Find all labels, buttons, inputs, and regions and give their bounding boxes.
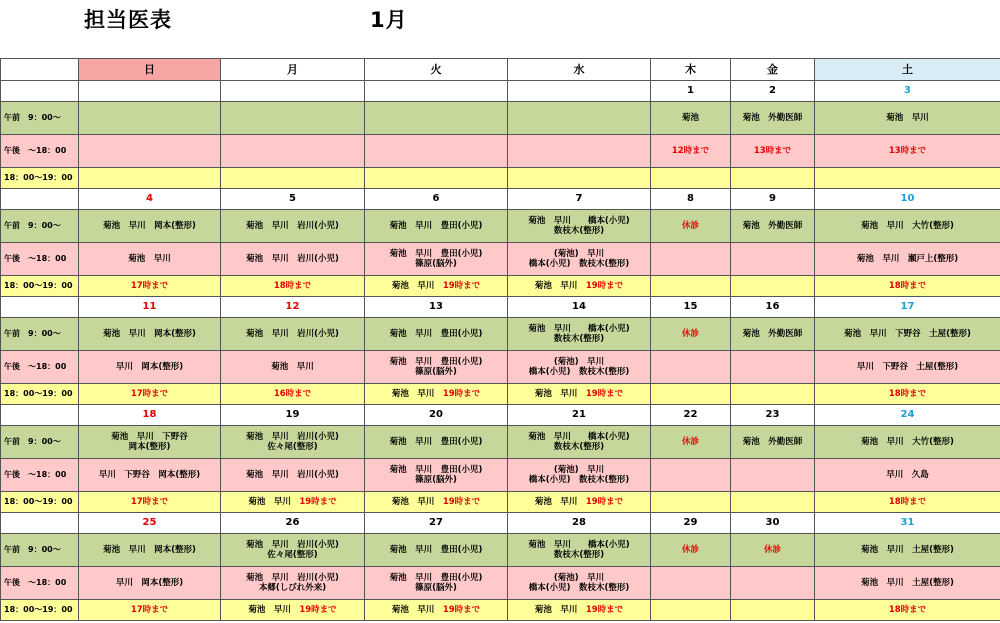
cell-ev-sun: 17時まで — [79, 492, 221, 513]
cell-pm-fri — [731, 243, 815, 276]
cell-ev-thu — [651, 276, 731, 297]
cell-pm-wed: (菊池) 早川 橋本(小児) 数枝木(整形) — [508, 351, 651, 384]
slot-label: 午後 ～18：00 — [1, 351, 79, 384]
cell-ev-wed — [508, 276, 651, 297]
cell-pm-thu — [651, 459, 731, 492]
cell-date-fri: 9 — [731, 189, 815, 210]
cell-pm-mon — [221, 135, 365, 168]
cell-pm-thu — [651, 351, 731, 384]
cell-pm-wed — [508, 135, 651, 168]
closing-time-text: 19時まで — [299, 497, 337, 507]
cell-am-sat: 菊池 早川 大竹(整形) — [815, 426, 1000, 459]
cell-pm-tue: 菊池 早川 豊田(小児) 篠原(脳外) — [365, 567, 508, 600]
cell-ev-sun: 17時まで — [79, 276, 221, 297]
cell-pm-mon: 菊池 早川 岩川(小児) — [221, 243, 365, 276]
cell-am-mon: 菊池 早川 岩川(小児) 佐々尾(整形) — [221, 534, 365, 567]
doctors-text: 菊池 早川 — [534, 497, 586, 507]
week-1-date-row — [1, 81, 1000, 102]
doctors-text: 菊池 早川 — [534, 605, 586, 615]
cell-am-sun: 菊池 早川 岡本(整形) — [79, 534, 221, 567]
cell-am-tue: 菊池 早川 豊田(小児) — [365, 318, 508, 351]
week-1-ev-row — [1, 168, 1000, 189]
cell-pm-wed: (菊池) 早川 橋本(小児) 数枝木(整形) — [508, 459, 651, 492]
cell-am-tue: 菊池 早川 豊田(小児) — [365, 426, 508, 459]
slot-label: 午後 ～18：00 — [1, 567, 79, 600]
cell-date-mon: 19 — [221, 405, 365, 426]
cell-am-fri: 菊池 外勤医師 — [731, 102, 815, 135]
cell-am-tue: 菊池 早川 豊田(小児) — [365, 534, 508, 567]
week-3-ev-row — [1, 384, 1000, 405]
cell-am-wed: 菊池 早川 橋本(小児) 数枝木(整形) — [508, 318, 651, 351]
cell-ev-tue — [365, 600, 508, 621]
cell-ev-thu — [651, 600, 731, 621]
closing-time-text: 19時まで — [299, 605, 337, 615]
cell-date-sun: 11 — [79, 297, 221, 318]
cell-am-fri: 菊池 外勤医師 — [731, 210, 815, 243]
cell-ev-fri — [731, 492, 815, 513]
cell-date-sun: 18 — [79, 405, 221, 426]
week-5-ev-row — [1, 600, 1000, 621]
slot-label: 18：00～19：00 — [1, 600, 79, 621]
cell-pm-fri — [731, 351, 815, 384]
cell-ev-thu — [651, 384, 731, 405]
closing-time-text: 19時まで — [442, 389, 481, 399]
cell-ev-fri — [731, 276, 815, 297]
week-1-am-row — [1, 102, 1000, 135]
cell-date-mon: 12 — [221, 297, 365, 318]
cell-pm-sat: 早川 久島 — [815, 459, 1000, 492]
header-corner — [1, 59, 79, 81]
cell-am-sun — [79, 102, 221, 135]
week-2-am-row — [1, 210, 1000, 243]
cell-am-sun: 菊池 早川 岡本(整形) — [79, 318, 221, 351]
cell-pm-mon: 菊池 早川 岩川(小児) — [221, 459, 365, 492]
doctors-text: 菊池 早川 — [391, 281, 443, 291]
header-wednesday: 水 — [508, 59, 651, 81]
week-2-ev-row — [1, 276, 1000, 297]
slot-label: 午前 9：00～ — [1, 210, 79, 243]
cell-ev-tue — [365, 168, 508, 189]
cell-ev-sat — [815, 168, 1000, 189]
cell-date-wed: 7 — [508, 189, 651, 210]
cell-am-tue: 菊池 早川 豊田(小児) — [365, 210, 508, 243]
doctors-text: 菊池 早川 — [248, 497, 300, 507]
cell-pm-fri: 13時まで — [731, 135, 815, 168]
cell-am-mon: 菊池 早川 岩川(小児) 佐々尾(整形) — [221, 426, 365, 459]
doctors-text: 菊池 早川 — [391, 605, 443, 615]
cell-date-sun: 4 — [79, 189, 221, 210]
closing-time-text: 19時まで — [585, 389, 624, 399]
cell-ev-wed — [508, 384, 651, 405]
cell-am-sun: 菊池 早川 岡本(整形) — [79, 210, 221, 243]
cell-am-wed — [508, 102, 651, 135]
cell-pm-fri — [731, 459, 815, 492]
schedule-table — [0, 58, 1000, 621]
cell-date-tue: 20 — [365, 405, 508, 426]
week-1-pm-row — [1, 135, 1000, 168]
cell-pm-sun: 早川 岡本(整形) — [79, 567, 221, 600]
cell-ev-mon — [221, 168, 365, 189]
cell-am-wed: 菊池 早川 橋本(小児) 数枝木(整形) — [508, 426, 651, 459]
cell-ev-mon: 18時まで — [221, 276, 365, 297]
header-saturday: 土 — [815, 59, 1000, 81]
page-title: 担当医表 — [84, 8, 172, 32]
cell-date-fri: 23 — [731, 405, 815, 426]
week-2-pm-row — [1, 243, 1000, 276]
slot-label: 午前 9：00～ — [1, 534, 79, 567]
cell-pm-sun: 早川 下野谷 岡本(整形) — [79, 459, 221, 492]
weekday-header-row — [1, 59, 1000, 81]
doctors-text: 菊池 早川 — [534, 389, 586, 399]
slot-label: 午後 ～18：00 — [1, 135, 79, 168]
cell-pm-sun — [79, 135, 221, 168]
cell-date-sat: 3 — [815, 81, 1000, 102]
slot-label-empty — [1, 297, 79, 318]
cell-am-sat: 菊池 早川 土屋(整形) — [815, 534, 1000, 567]
slot-label: 18：00～19：00 — [1, 168, 79, 189]
slot-label: 午前 9：00～ — [1, 318, 79, 351]
cell-date-wed: 28 — [508, 513, 651, 534]
cell-pm-tue: 菊池 早川 豊田(小児) 篠原(脳外) — [365, 459, 508, 492]
cell-am-sat: 菊池 早川 大竹(整形) — [815, 210, 1000, 243]
cell-date-tue — [365, 81, 508, 102]
cell-pm-thu: 12時まで — [651, 135, 731, 168]
cell-am-fri: 菊池 外勤医師 — [731, 318, 815, 351]
slot-label: 午後 ～18：00 — [1, 459, 79, 492]
cell-ev-sat: 18時まで — [815, 276, 1000, 297]
header-sunday: 日 — [79, 59, 221, 81]
cell-ev-sat: 18時まで — [815, 384, 1000, 405]
cell-am-fri: 休診 — [731, 534, 815, 567]
cell-pm-mon: 菊池 早川 — [221, 351, 365, 384]
week-3-date-row — [1, 297, 1000, 318]
closing-time-text: 19時まで — [585, 281, 624, 291]
week-4-ev-row — [1, 492, 1000, 513]
cell-am-thu: 休診 — [651, 534, 731, 567]
cell-date-fri: 16 — [731, 297, 815, 318]
cell-date-tue: 6 — [365, 189, 508, 210]
cell-ev-sat: 18時まで — [815, 492, 1000, 513]
week-5-am-row — [1, 534, 1000, 567]
week-4-am-row — [1, 426, 1000, 459]
closing-time-text: 19時まで — [585, 605, 624, 615]
cell-date-thu: 15 — [651, 297, 731, 318]
week-4-pm-row — [1, 459, 1000, 492]
doctors-text: 菊池 早川 — [534, 281, 586, 291]
month-label: 1月 — [370, 8, 408, 32]
cell-date-thu: 29 — [651, 513, 731, 534]
week-4-date-row — [1, 405, 1000, 426]
cell-ev-wed — [508, 168, 651, 189]
cell-am-sat: 菊池 早川 下野谷 土屋(整形) — [815, 318, 1000, 351]
slot-label-empty — [1, 81, 79, 102]
doctors-text: 菊池 早川 — [391, 497, 443, 507]
cell-date-wed: 14 — [508, 297, 651, 318]
cell-am-mon — [221, 102, 365, 135]
cell-pm-mon: 菊池 早川 岩川(小児) 本郷(しびれ外来) — [221, 567, 365, 600]
closing-time-text: 19時まで — [442, 605, 481, 615]
week-5-date-row — [1, 513, 1000, 534]
cell-pm-sat: 13時まで — [815, 135, 1000, 168]
cell-am-mon: 菊池 早川 岩川(小児) — [221, 318, 365, 351]
cell-date-mon: 26 — [221, 513, 365, 534]
cell-date-wed — [508, 81, 651, 102]
header-friday: 金 — [731, 59, 815, 81]
cell-pm-thu — [651, 243, 731, 276]
cell-date-sat: 17 — [815, 297, 1000, 318]
week-5-pm-row — [1, 567, 1000, 600]
week-3-pm-row — [1, 351, 1000, 384]
cell-am-sat: 菊池 早川 — [815, 102, 1000, 135]
cell-date-thu: 22 — [651, 405, 731, 426]
cell-ev-tue — [365, 384, 508, 405]
cell-date-thu: 1 — [651, 81, 731, 102]
slot-label: 午前 9：00～ — [1, 426, 79, 459]
cell-ev-thu — [651, 168, 731, 189]
cell-pm-sun: 菊池 早川 — [79, 243, 221, 276]
cell-date-sun — [79, 81, 221, 102]
cell-am-thu: 菊池 — [651, 102, 731, 135]
cell-pm-sat: 早川 下野谷 土屋(整形) — [815, 351, 1000, 384]
cell-ev-fri — [731, 600, 815, 621]
cell-date-sat: 24 — [815, 405, 1000, 426]
closing-time-text: 19時まで — [585, 497, 624, 507]
cell-pm-sun: 早川 岡本(整形) — [79, 351, 221, 384]
cell-am-thu: 休診 — [651, 210, 731, 243]
doctors-text: 菊池 早川 — [391, 389, 443, 399]
cell-date-mon: 5 — [221, 189, 365, 210]
cell-ev-tue — [365, 276, 508, 297]
cell-date-thu: 8 — [651, 189, 731, 210]
slot-label-empty — [1, 405, 79, 426]
cell-date-mon — [221, 81, 365, 102]
cell-pm-sat: 菊池 早川 瀬戸上(整形) — [815, 243, 1000, 276]
header-thursday: 木 — [651, 59, 731, 81]
cell-am-tue — [365, 102, 508, 135]
cell-date-fri: 2 — [731, 81, 815, 102]
cell-ev-sat: 18時まで — [815, 600, 1000, 621]
cell-ev-fri — [731, 168, 815, 189]
header-tuesday: 火 — [365, 59, 508, 81]
cell-am-fri: 菊池 外勤医師 — [731, 426, 815, 459]
cell-am-thu: 休診 — [651, 318, 731, 351]
cell-date-sun: 25 — [79, 513, 221, 534]
cell-pm-tue: 菊池 早川 豊田(小児) 篠原(脳外) — [365, 351, 508, 384]
slot-label: 18：00～19：00 — [1, 276, 79, 297]
cell-ev-mon: 16時まで — [221, 384, 365, 405]
cell-date-wed: 21 — [508, 405, 651, 426]
slot-label: 午前 9：00～ — [1, 102, 79, 135]
cell-date-tue: 13 — [365, 297, 508, 318]
cell-ev-sun: 17時まで — [79, 384, 221, 405]
cell-am-wed: 菊池 早川 橋本(小児) 数枝木(整形) — [508, 210, 651, 243]
cell-ev-tue — [365, 492, 508, 513]
cell-pm-tue — [365, 135, 508, 168]
slot-label: 18：00～19：00 — [1, 384, 79, 405]
slot-label-empty — [1, 189, 79, 210]
cell-ev-mon — [221, 492, 365, 513]
cell-date-sat: 10 — [815, 189, 1000, 210]
cell-ev-wed — [508, 492, 651, 513]
cell-am-wed: 菊池 早川 橋本(小児) 数枝木(整形) — [508, 534, 651, 567]
cell-am-mon: 菊池 早川 岩川(小児) — [221, 210, 365, 243]
header-monday: 月 — [221, 59, 365, 81]
cell-ev-sun: 17時まで — [79, 600, 221, 621]
cell-pm-thu — [651, 567, 731, 600]
cell-ev-mon — [221, 600, 365, 621]
closing-time-text: 19時まで — [442, 497, 481, 507]
cell-pm-tue: 菊池 早川 豊田(小児) 篠原(脳外) — [365, 243, 508, 276]
cell-pm-wed: (菊池) 早川 橋本(小児) 数枝木(整形) — [508, 243, 651, 276]
cell-date-tue: 27 — [365, 513, 508, 534]
cell-am-sun: 菊池 早川 下野谷 岡本(整形) — [79, 426, 221, 459]
cell-pm-wed: (菊池) 早川 橋本(小児) 数枝木(整形) — [508, 567, 651, 600]
doctors-text: 菊池 早川 — [248, 605, 300, 615]
cell-pm-fri — [731, 567, 815, 600]
slot-label: 18：00～19：00 — [1, 492, 79, 513]
slot-label: 午後 ～18：00 — [1, 243, 79, 276]
cell-date-fri: 30 — [731, 513, 815, 534]
cell-ev-wed — [508, 600, 651, 621]
cell-date-sat: 31 — [815, 513, 1000, 534]
cell-ev-sun — [79, 168, 221, 189]
cell-ev-fri — [731, 384, 815, 405]
cell-pm-sat: 菊池 早川 土屋(整形) — [815, 567, 1000, 600]
slot-label-empty — [1, 513, 79, 534]
week-3-am-row — [1, 318, 1000, 351]
cell-am-thu: 休診 — [651, 426, 731, 459]
closing-time-text: 19時まで — [442, 281, 481, 291]
cell-ev-thu — [651, 492, 731, 513]
week-2-date-row — [1, 189, 1000, 210]
